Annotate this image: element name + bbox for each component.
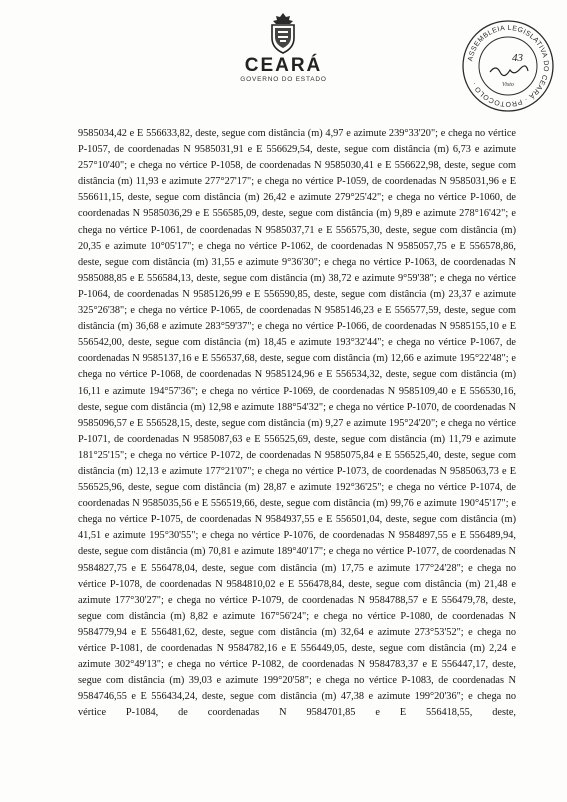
protocol-stamp: [460, 18, 556, 114]
stamp-ring-text: ASSEMBLEIA LEGISLATIVA DO CEARÁ · PROTOCOLO ·: [467, 24, 550, 108]
boundary-description-text: 9585034,42 e E 556633,82, deste, segue com distância (m) 4,97 e azimute 239°33'20"; e chega no vértice P-1057, de coordenadas N 9585031,91 e E 556629,54, deste, segue com distância (m) 6,73 e azimute 257°10'40"; e chega no vértice P-1058, de coordenadas N 9585030,41 e E 556622,98, deste, segue com distância (m) 11,93 e azimute 277°27'17"; e chega no vértice P-1059, de coordenadas N 9585031,96 e E 556611,15, deste, segue com distância (m) 26,42 e azimute 279°25'42"; e chega no vértice P-1060, de coordenadas N 9585036,29 e E 556585,09, deste, segue com distância (m) 9,89 e azimute 278°16'42"; e chega no vértice P-1061, de coordenadas N 9585037,71 e E 556575,30, deste, segue com distância (m) 20,35 e azimute 10°05'17"; e chega no vértice P-1062, de coordenadas N 9585057,75 e E 556578,86, deste, segue com distância (m) 31,55 e azimute 9°36'30"; e chega no vértice P-1063, de coordenadas N 9585088,85 e E 556584,13, deste, segue com distância (m) 38,72 e azimute 9°59'38"; e chega no vértice P-1064, de coordenadas N 9585126,99 e E 556590,85, deste, segue com distância (m) 23,37 e azimute 325°26'38"; e chega no vértice P-1065, de coordenadas N 9585146,23 e E 556577,59, deste, segue com distância (m) 36,68 e azimute 283°59'37"; e chega no vértice P-1066, de coordenadas N 9585155,10 e E 556542,00, deste, segue com distância (m) 18,45 e azimute 193°32'44"; e chega no vértice P-1067, de coordenadas N 9585137,16 e E 556537,68, deste, segue com distância (m) 12,66 e azimute 195°22'48"; e chega no vértice P-1068, de coordenadas N 9585124,96 e E 556534,32, deste, segue com distância (m) 16,11 e azimute 194°57'36"; e chega no vértice P-1069, de coordenadas N 9585109,40 e E 556530,16, deste, segue com distância (m) 12,98 e azimute 188°54'32"; e chega no vértice P-1070, de coordenadas N 9585096,57 e E 556528,15, deste, segue com distância (m) 9,27 e azimute 195°24'20"; e chega no vértice P-1071, de coordenadas N 9585087,63 e E 556525,69, deste, segue com distância (m) 11,79 e azimute 181°25'15"; e chega no vértice P-1072, de coordenadas N 9585075,84 e E 556525,40, deste, segue com distância (m) 12,13 e azimute 177°21'07"; e chega no vértice P-1073, de coordenadas N 9585063,73 e E 556525,96, deste, segue com distância (m) 28,87 e azimute 192°36'25"; e chega no vértice P-1074, de coordenadas N 9585035,56 e E 556519,66, deste, segue com distância (m) 99,76 e azimute 190°45'17"; e chega no vértice P-1075, de coordenadas N 9584937,55 e E 556501,04, deste, segue com distância (m) 41,51 e azimute 195°30'55"; e chega no vértice P-1076, de coordenadas N 9584897,55 e E 556489,94, deste, segue com distância (m) 70,81 e azimute 189°40'17"; e chega no vértice P-1077, de coordenadas N 9584827,75 e E 556478,04, deste, segue com distância (m) 17,75 e azimute 177°24'28"; e chega no vértice P-1078, de coordenadas N 9584810,02 e E 556478,84, deste, segue com distância (m) 21,48 e azimute 177°30'27"; e chega no vértice P-1079, de coordenadas N 9584788,57 e E 556479,78, deste, segue com distância (m) 8,82 e azimute 167°56'24"; e chega no vértice P-1080, de coordenadas N 9584779,94 e E 556481,62, deste, segue com distância (m) 32,64 e azimute 273°53'52"; e chega no vértice P-1081, de coordenadas N 9584782,16 e E 556449,05, deste, segue com distância (m) 2,24 e azimute 302°49'13"; e chega no vértice P-1082, de coordenadas N 9584783,37 e E 556447,17, deste, segue com distância (m) 39,03 e azimute 199°20'58"; e chega no vértice P-1083, de coordenadas N 9584746,55 e E 556434,24, deste, segue com distância (m) 47,38 e azimute 199°20'36"; e chega no vértice P-1084, de coordenadas N 9584701,85 e E 556418,55, deste,: [78, 128, 516, 719]
brand-name: CEARÁ: [244, 55, 323, 76]
stamp-number: 43: [512, 52, 523, 64]
stamp-signature: [490, 66, 528, 76]
brand-subtitle: GOVERNO DO ESTADO: [240, 76, 327, 83]
state-crest-icon: [266, 12, 300, 54]
stamp-label: Visto: [502, 82, 514, 88]
page-header: [0, 0, 567, 110]
document-body: [78, 126, 516, 721]
